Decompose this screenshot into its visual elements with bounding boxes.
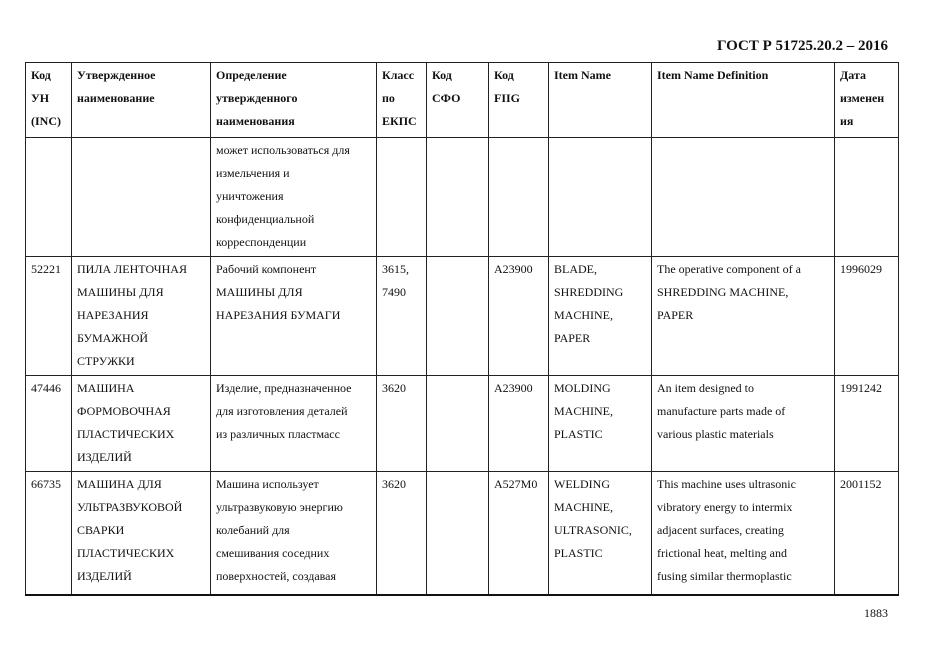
catalog-table (25, 62, 899, 596)
table-row (26, 257, 899, 376)
cell-definition: Изделие, предназначенное для изготовления деталей из различных пластмасс (211, 376, 377, 472)
cell-inc: 66735 (26, 472, 72, 595)
cell-fiig-code: A23900 (489, 376, 549, 472)
cell-ekps-class (377, 138, 427, 257)
cell-sfo-code (427, 376, 489, 472)
column-header-sfo-code: Код СФО (427, 63, 489, 138)
cell-definition: может использоваться для измельчения и уничтожения конфиденциальной корреспонденции (211, 138, 377, 257)
cell-change-date (835, 138, 899, 257)
table-row (26, 472, 899, 595)
cell-change-date: 2001152 (835, 472, 899, 595)
cell-item-name-definition: An item designed to manufacture parts made of various plastic materials (652, 376, 835, 472)
column-header-change-date: Дата изменен ия (835, 63, 899, 138)
cell-item-name: BLADE, SHREDDING MACHINE, PAPER (549, 257, 652, 376)
column-header-item-name-definition: Item Name Definition (652, 63, 835, 138)
cell-sfo-code (427, 138, 489, 257)
column-header-definition: Определение утвержденного наименования (211, 63, 377, 138)
cell-approved-name: МАШИНА ДЛЯ УЛЬТРАЗВУКОВОЙ СВАРКИ ПЛАСТИЧЕСКИХ ИЗДЕЛИЙ (72, 472, 211, 595)
cell-change-date: 1991242 (835, 376, 899, 472)
cell-change-date: 1996029 (835, 257, 899, 376)
cell-approved-name: ПИЛА ЛЕНТОЧНАЯ МАШИНЫ ДЛЯ НАРЕЗАНИЯ БУМАЖНОЙ СТРУЖКИ (72, 257, 211, 376)
column-header-ekps-class: Класс по ЕКПС (377, 63, 427, 138)
cell-inc (26, 138, 72, 257)
cell-fiig-code: A23900 (489, 257, 549, 376)
table-header-row (26, 63, 899, 138)
column-header-inc: Код УН (INC) (26, 63, 72, 138)
cell-item-name (549, 138, 652, 257)
cell-definition: Рабочий компонент МАШИНЫ ДЛЯ НАРЕЗАНИЯ БУМАГИ (211, 257, 377, 376)
cell-item-name: WELDING MACHINE, ULTRASONIC, PLASTIC (549, 472, 652, 595)
table-row (26, 138, 899, 257)
cell-item-name-definition: The operative component of a SHREDDING MACHINE, PAPER (652, 257, 835, 376)
cell-item-name-definition: This machine uses ultrasonic vibratory energy to intermix adjacent surfaces, creating frictional heat, melting and fusing similar thermoplastic (652, 472, 835, 595)
column-header-fiig-code: Код FIIG (489, 63, 549, 138)
cell-ekps-class: 3620 (377, 376, 427, 472)
cell-ekps-class: 3620 (377, 472, 427, 595)
column-header-approved-name: Утвержденное наименование (72, 63, 211, 138)
cell-inc: 47446 (26, 376, 72, 472)
column-header-item-name: Item Name (549, 63, 652, 138)
cell-approved-name: МАШИНА ФОРМОВОЧНАЯ ПЛАСТИЧЕСКИХ ИЗДЕЛИЙ (72, 376, 211, 472)
cell-item-name: MOLDING MACHINE, PLASTIC (549, 376, 652, 472)
cell-sfo-code (427, 257, 489, 376)
cell-definition: Машина использует ультразвуковую энергию колебаний для смешивания соседних поверхностей, создавая (211, 472, 377, 595)
table-row (26, 376, 899, 472)
cell-approved-name (72, 138, 211, 257)
cell-fiig-code (489, 138, 549, 257)
cell-item-name-definition (652, 138, 835, 257)
document-code: ГОСТ Р 51725.20.2 – 2016 (716, 38, 888, 54)
cell-sfo-code (427, 472, 489, 595)
cell-inc: 52221 (26, 257, 72, 376)
cell-fiig-code: A527M0 (489, 472, 549, 595)
page-number: 1883 (864, 606, 888, 620)
cell-ekps-class: 3615, 7490 (377, 257, 427, 376)
